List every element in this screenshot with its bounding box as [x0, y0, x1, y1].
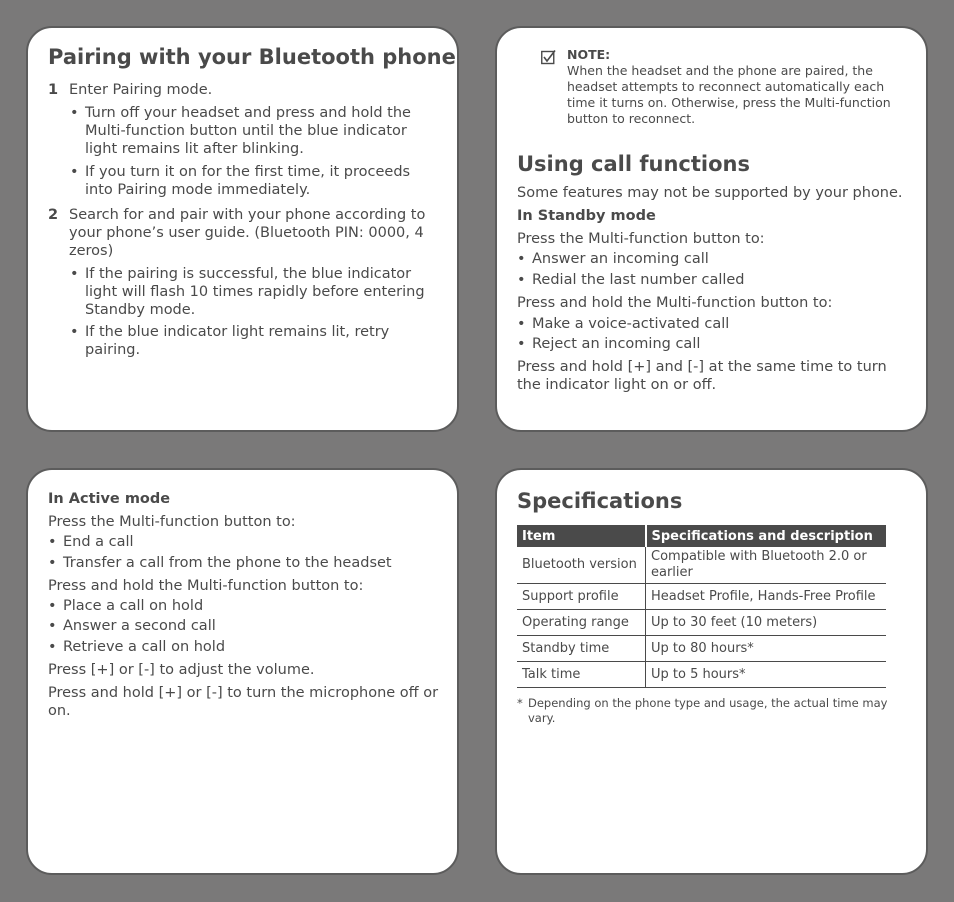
step-text: Search for and pair with your phone according to your phone’s user guide. (Bluetooth PIN: 0000, 4 zeros)	[69, 207, 426, 259]
table-cell: Operating range	[517, 610, 646, 636]
step-text: Enter Pairing mode.	[69, 82, 213, 98]
volume-text: Press [+] or [-] to adjust the volume.	[48, 662, 315, 678]
step-number: 1	[48, 82, 59, 98]
call-functions-panel	[495, 26, 928, 432]
list-item	[517, 315, 908, 333]
table-cell: Compatible with Bluetooth 2.0 or earlier	[646, 547, 887, 584]
bullet-text: Transfer a call from the phone to the headset	[63, 555, 392, 571]
table-cell: Bluetooth version	[517, 547, 646, 584]
bullet: •	[70, 164, 79, 180]
table-cell: Support profile	[517, 584, 646, 610]
press-label: Press the Multi-function button to:	[48, 514, 296, 530]
bullet: •	[70, 266, 79, 282]
pairing-panel	[26, 26, 459, 432]
table-cell: Up to 5 hours*	[646, 662, 887, 688]
bullet-text: Reject an incoming call	[532, 336, 701, 352]
bullet-text: Turn off your headset and press and hold the Multi-function button until the blue indicator light remains lit after blinking.	[85, 105, 411, 157]
bullet: •	[48, 618, 57, 634]
list-item	[70, 104, 439, 158]
bullet-text: Redial the last number called	[532, 272, 745, 288]
column-header: Item	[517, 525, 646, 547]
list-item	[48, 638, 439, 656]
bullet: •	[48, 639, 57, 655]
table-cell: Standby time	[517, 636, 646, 662]
bullet-text: Answer an incoming call	[532, 251, 709, 267]
pairing-step-2	[48, 206, 439, 260]
table-row	[517, 547, 886, 584]
bullet-text: Answer a second call	[63, 618, 216, 634]
hold-label: Press and hold the Multi-function button to:	[48, 578, 364, 594]
bullet: •	[517, 251, 526, 267]
pairing-title: Pairing with your Bluetooth phone	[48, 45, 456, 69]
bullet-text: If you turn it on for the first time, it proceeds into Pairing mode immediately.	[85, 164, 411, 198]
call-functions-title: Using call functions	[517, 152, 750, 176]
list-item	[48, 597, 439, 615]
bullet: •	[48, 534, 57, 550]
bullet: •	[48, 598, 57, 614]
table-row	[517, 610, 886, 636]
step-number: 2	[48, 207, 59, 223]
bullet: •	[517, 336, 526, 352]
note-text: When the headset and the phone are paired, the headset attempts to reconnect automatically each time it turns on. Otherwise, press the Multi-function button to reconnect.	[567, 63, 891, 126]
specifications-panel	[495, 468, 928, 875]
bullet: •	[517, 272, 526, 288]
pairing-step-1	[48, 81, 439, 99]
press-label: Press the Multi-function button to:	[517, 231, 765, 247]
table-cell: Headset Profile, Hands-Free Profile	[646, 584, 887, 610]
list-item	[48, 533, 439, 551]
note-title: NOTE:	[567, 47, 611, 62]
bullet-text: Place a call on hold	[63, 598, 204, 614]
bullet-text: If the pairing is successful, the blue indicator light will flash 10 times rapidly before entering Standby mode.	[85, 266, 425, 318]
table-header-row	[517, 525, 886, 547]
bullet-text: Make a voice-activated call	[532, 316, 730, 332]
list-item	[70, 323, 439, 359]
footnote-mark: *	[517, 696, 523, 710]
active-mode-heading: In Active mode	[48, 491, 171, 507]
active-mode-panel	[26, 468, 459, 875]
column-header: Specifications and description	[646, 525, 887, 547]
bullet: •	[48, 555, 57, 571]
table-cell: Talk time	[517, 662, 646, 688]
table-cell: Up to 80 hours*	[646, 636, 887, 662]
list-item	[517, 250, 908, 268]
list-item	[70, 265, 439, 319]
list-item	[517, 335, 908, 353]
list-item	[70, 163, 439, 199]
bullet-text: End a call	[63, 534, 134, 550]
footnote-text: Depending on the phone type and usage, the actual time may vary.	[528, 696, 888, 725]
mic-text: Press and hold [+] or [-] to turn the microphone off or on.	[48, 685, 439, 719]
hold-label: Press and hold the Multi-function button to:	[517, 295, 833, 311]
table-row	[517, 662, 886, 688]
bullet: •	[517, 316, 526, 332]
list-item	[48, 554, 439, 572]
table-cell: Up to 30 feet (10 meters)	[646, 610, 887, 636]
footnote	[517, 696, 897, 726]
intro-text: Some features may not be supported by your phone.	[517, 185, 903, 201]
checkbox-check-icon	[541, 50, 556, 65]
list-item	[48, 617, 439, 635]
bullet: •	[70, 105, 79, 121]
bullet-text: If the blue indicator light remains lit, retry pairing.	[85, 324, 390, 358]
table-row	[517, 636, 886, 662]
standby-heading: In Standby mode	[517, 208, 656, 224]
bullet-text: Retrieve a call on hold	[63, 639, 226, 655]
specifications-title: Specifications	[517, 489, 683, 513]
list-item	[517, 271, 908, 289]
specifications-table	[517, 525, 886, 688]
indicator-text: Press and hold [+] and [-] at the same time to turn the indicator light on or off.	[517, 359, 887, 393]
bullet: •	[70, 324, 79, 340]
table-row	[517, 584, 886, 610]
